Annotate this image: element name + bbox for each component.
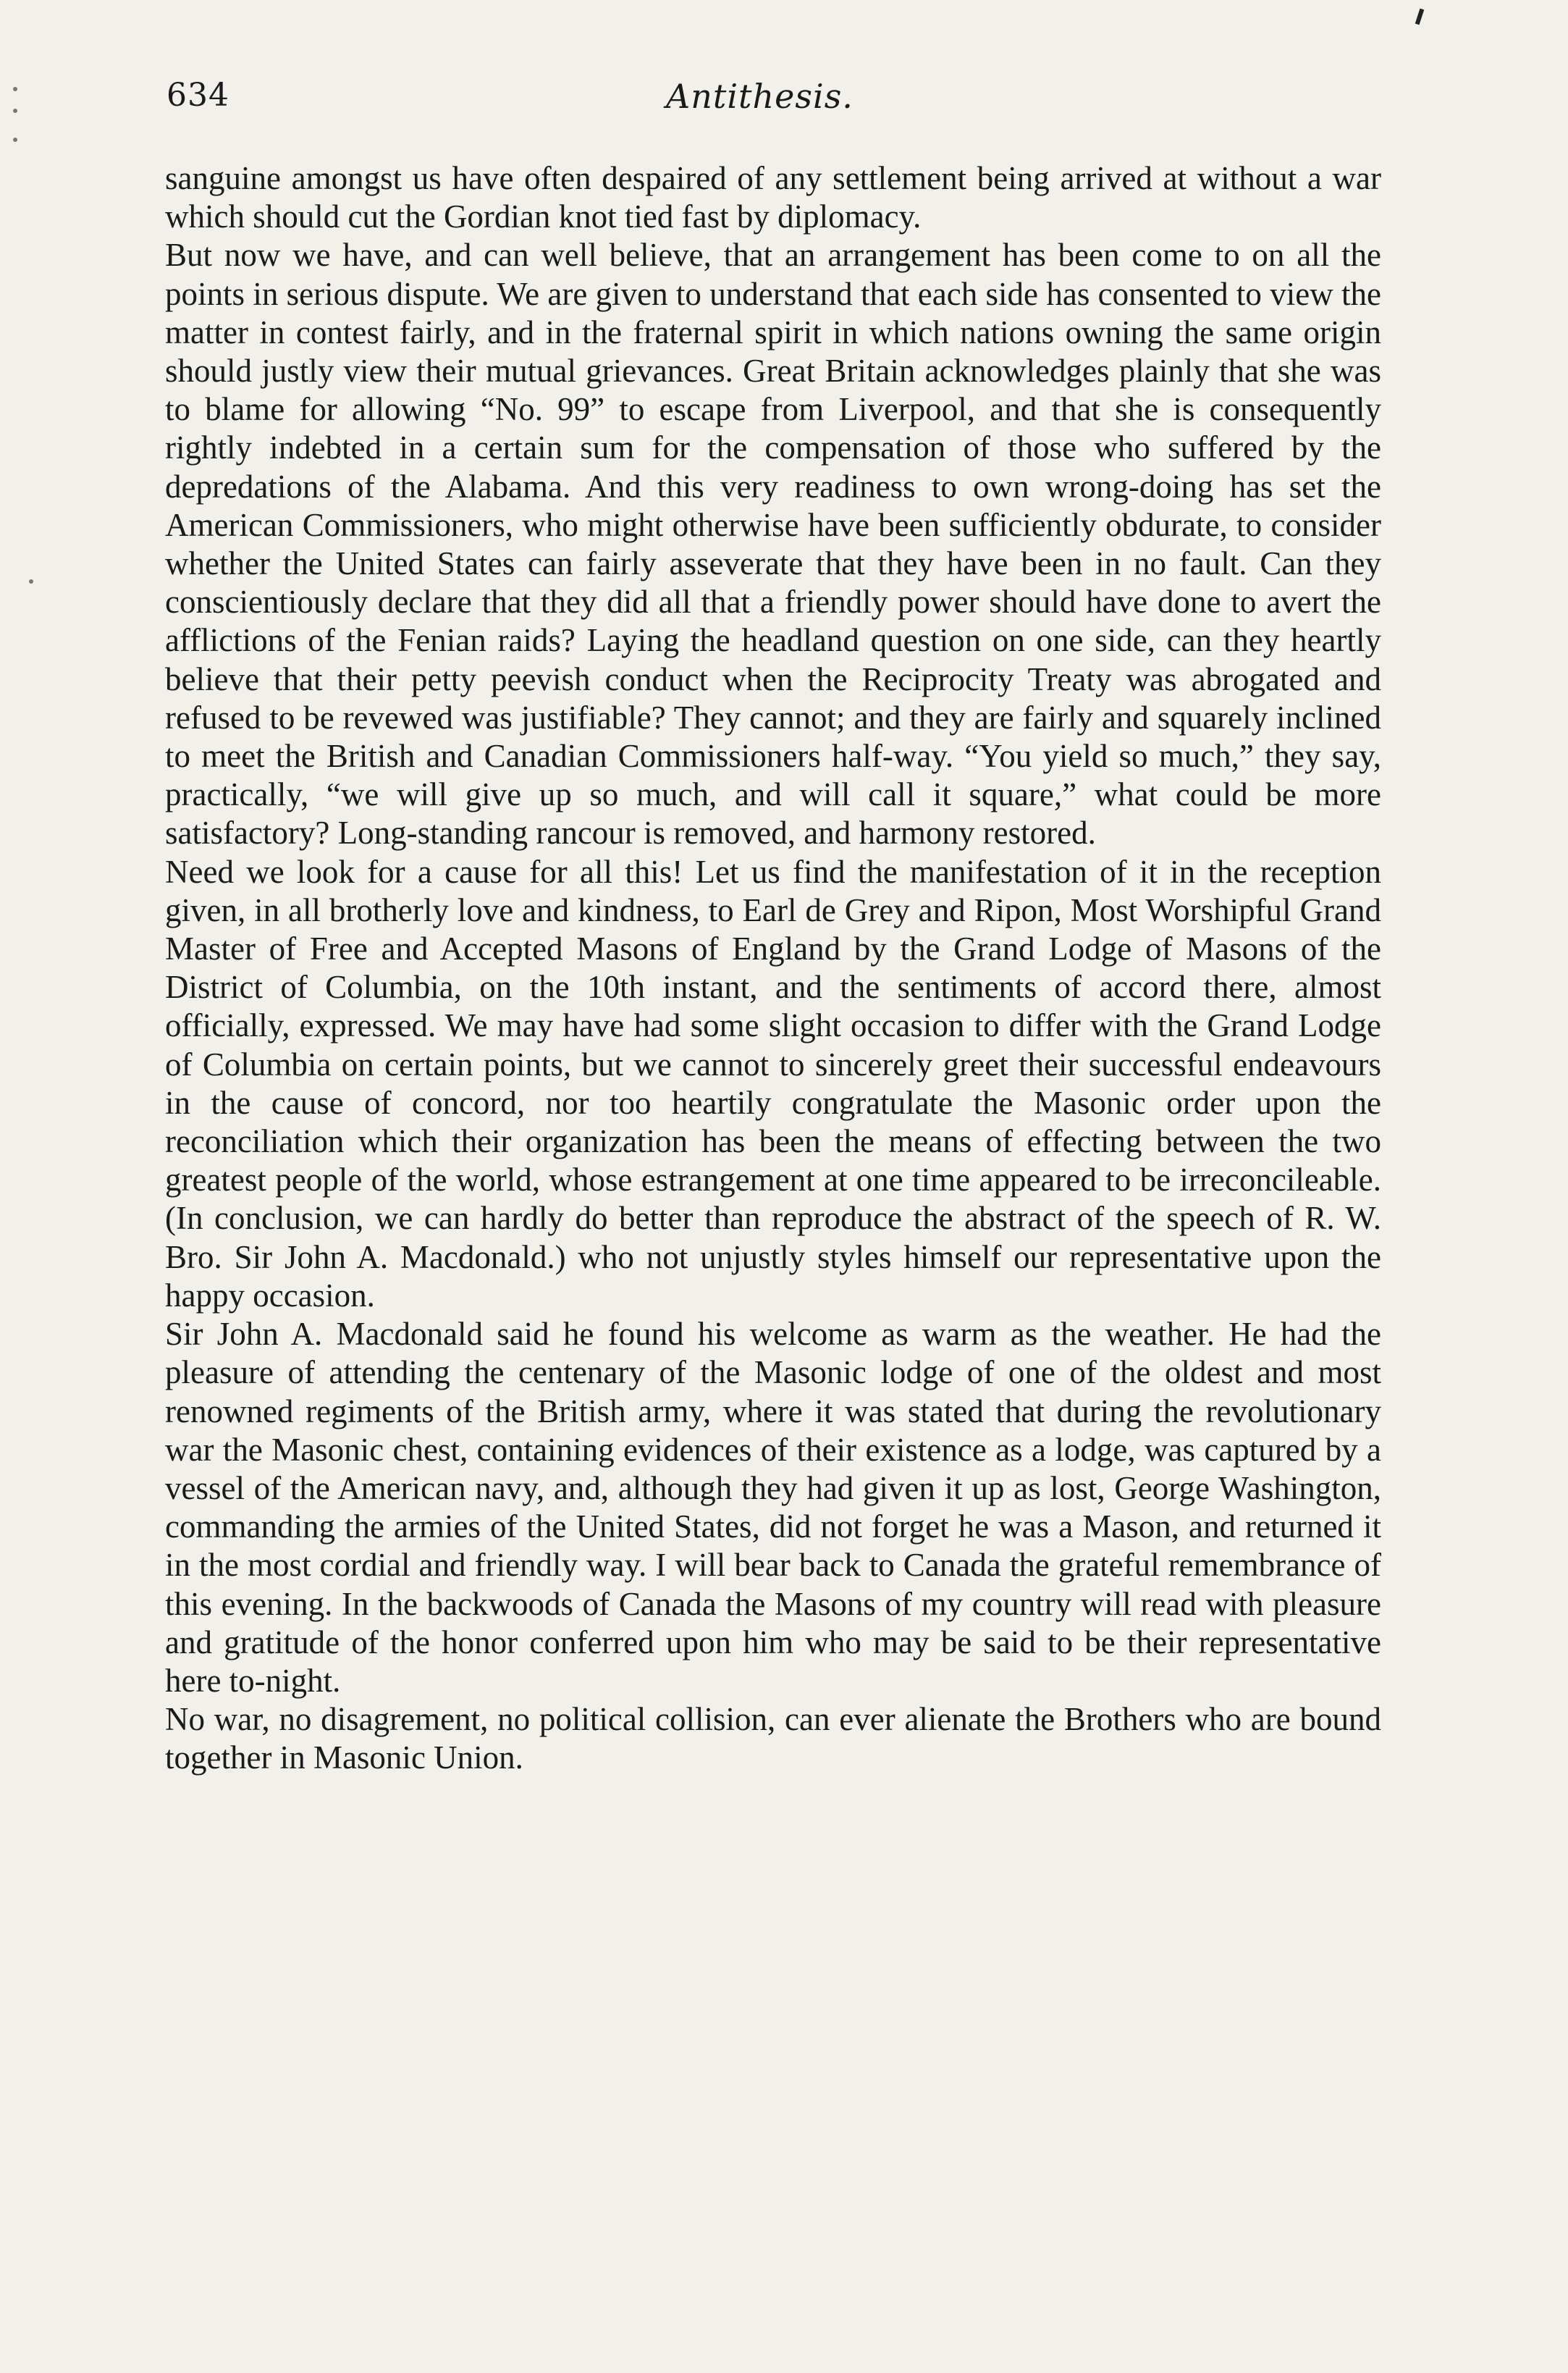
running-title: Antithesis. <box>666 77 853 116</box>
ink-mark <box>1415 9 1425 25</box>
article-body <box>165 159 1381 1778</box>
paragraph: Sir John A. Macdonald said he found his welcome as warm as the weather. He had the pleasure of attending the centenary of the Masonic lodge of one of the oldest and most renowned regiments of the British army, where it was stated that during the revolutionary war the Masonic chest, containing evidences of their existence as a lodge, was captured by a vessel of the American navy, and, although they had given it up as lost, George Washington, commanding the armies of the United States, did not forget he was a Mason, and returned it in the most cordial and friendly way. I will bear back to Canada the grateful remembrance of this evening. In the backwoods of Canada the Masons of my country will read with pleasure and gratitude of the honor conferred upon him who may be said to be their representative here to-night. <box>165 1316 1381 1699</box>
margin-speck <box>13 138 17 142</box>
paragraph: But now we have, and can well believe, that an arrangement has been come to on all the points in serious dispute. We are given to understand that each side has consented to view the matter in contest fairly, and in the fraternal spirit in which nations owning the same origin should justly view their mutual grievances. Great Britain acknowledges plainly that she was to blame for allowing “No. 99” to escape from Liverpool, and that she is consequently rightly indebted in a certain sum for the compensation of those who suffered by the depredations of the Alabama. And this very readiness to own wrong-doing has set the American Commissioners, who might otherwise have been sufficiently obdurate, to consider whether the United States can fairly asseverate that they have been in no fault. Can they conscientiously declare that they did all that a friendly power should have done to avert the afflictions of the Fenian raids? Laying the headland question on one side, can they heartly believe that their petty peevish conduct when the Reciprocity Treaty was abrogated and refused to be revewed was justifiable? They cannot; and they are fairly and squarely inclined to meet the British and Canadian Commissioners half-way. “You yield so much,” they say, practically, “we will give up so much, and will call it square,” what could be more satisfactory? Long-standing rancour is removed, and harmony restored. <box>165 237 1381 852</box>
page-number: 634 <box>167 77 229 114</box>
paragraph: No war, no disagrement, no political collision, can ever alienate the Brothers who are bound together in Masonic Union. <box>165 1701 1381 1776</box>
margin-speck <box>29 579 33 584</box>
margin-speck <box>13 87 17 91</box>
margin-speck <box>13 109 17 113</box>
paragraph-continuation: sanguine amongst us have often despaired of any settlement being arrived at without a war which should cut the Gordian knot tied fast by diplomacy. <box>165 160 1381 235</box>
paragraph: Need we look for a cause for all this! Let us find the manifestation of it in the reception given, in all brotherly love and kindness, to Earl de Grey and Ripon, Most Worshipful Grand Master of Free and Accepted Masons of England by the Grand Lodge of Masons of the District of Columbia, on the 10th instant, and the sentiments of accord there, almost officially, expressed. We may have had some slight occasion to differ with the Grand Lodge of Columbia on certain points, but we cannot to sincerely greet their successful endeavours in the cause of concord, nor too heartily congratulate the Masonic order upon the reconciliation which their organization has been the means of effecting between the two greatest people of the world, whose estrangement at one time appeared to be irreconcileable. (In conclusion, we can hardly do better than reproduce the abstract of the speech of R. W. Bro. Sir John A. Macdonald.) who not unjustly styles himself our representative upon the happy occasion. <box>165 853 1381 1314</box>
page-header <box>167 72 1383 130</box>
